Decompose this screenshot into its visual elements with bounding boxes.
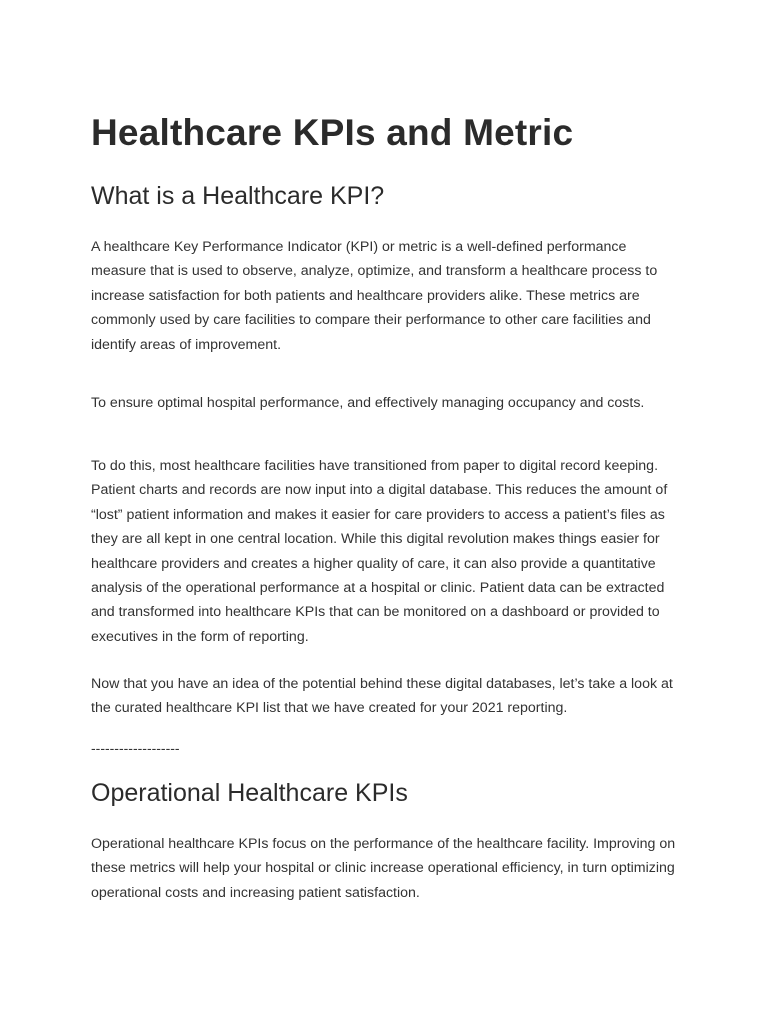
section-heading-operational-kpis: Operational Healthcare KPIs [91,779,408,807]
document-title: Healthcare KPIs and Metric [91,112,574,153]
text-divider: ------------------- [91,740,180,756]
paragraph-operational-kpis: Operational healthcare KPIs focus on the performance of the healthcare facility. Improving on these metrics will help your hospital or clinic increase operational efficiency, in turn optimizing operational costs and increasing patient satisfaction. [91,836,676,901]
paragraph-kpi-definition: A healthcare Key Performance Indicator (KPI) or metric is a well-defined performance measure that is used to observe, analyze, optimize, and transform a healthcare process to increase satisfaction for both patients and healthcare providers alike. These metrics are commonly used by care facilities to compare their performance to other care facilities and identify areas of improvement. [91,239,658,353]
section-heading-what-is-kpi: What is a Healthcare KPI? [91,182,385,210]
paragraph-digital-records: To do this, most healthcare facilities have transitioned from paper to digital record keeping. Patient charts and records are now input into a digital database. This reduces the amount of “lost” patient information and makes it easier for care providers to access a patient’s files as they are all kept in one central location. While this digital revolution makes things easier for healthcare providers and creates a higher quality of care, it can also provide a quantitative analysis of the operational performance at a hospital or clinic. Patient data can be extracted and transformed into healthcare KPIs that can be monitored on a dashboard or provided to executives in the form of reporting. [91,458,668,645]
paragraph-optimal-performance: To ensure optimal hospital performance, and effectively managing occupancy and costs. [91,395,645,411]
paragraph-kpi-list-intro: Now that you have an idea of the potential behind these digital databases, let’s take a look at the curated healthcare KPI list that we have created for your 2021 reporting. [91,676,673,717]
